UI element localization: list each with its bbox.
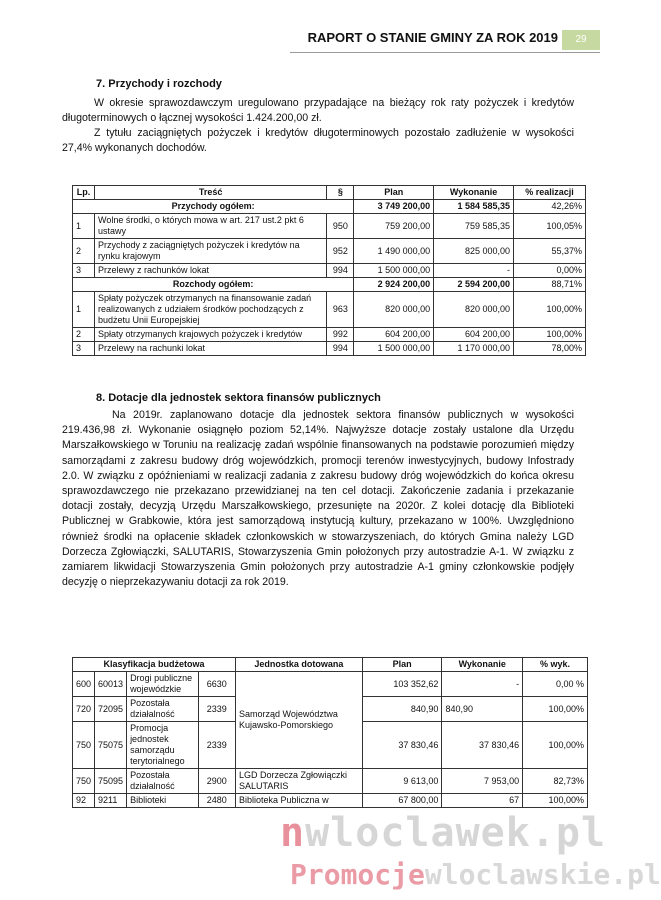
row-pct: 100,00%	[514, 328, 586, 342]
row-par: 963	[327, 292, 354, 328]
row-exec: 604 200,00	[434, 328, 514, 342]
page-header	[300, 30, 636, 52]
table-row	[73, 214, 586, 239]
row-desc: Spłaty pożyczek otrzymanych na finansowanie zadań realizowanych z udziałem środków pochodzących z budżetu Unii Europejskiej	[94, 292, 326, 328]
row-pct: 100,00%	[523, 697, 588, 722]
row-plan: 1 500 000,00	[354, 264, 434, 278]
income-total-pct: 42,26%	[514, 200, 586, 214]
grants-table	[72, 657, 588, 808]
row-pct: 100,00%	[523, 794, 588, 808]
row-par: 994	[327, 342, 354, 356]
expense-total-label: Rozchody ogółem:	[73, 278, 354, 292]
row-exec: 825 000,00	[434, 239, 514, 264]
col-pct: % wyk.	[523, 658, 588, 672]
row-lp: 3	[73, 342, 95, 356]
col-desc: Treść	[94, 186, 326, 200]
row-exec: 820 000,00	[434, 292, 514, 328]
row-division: 92	[73, 794, 95, 808]
row-desc: Spłaty otrzymanych krajowych pożyczek i kredytów	[94, 328, 326, 342]
row-pct: 0,00 %	[523, 672, 588, 697]
row-plan: 1 500 000,00	[354, 342, 434, 356]
row-plan: 37 830,46	[362, 722, 442, 769]
page-number: 29	[562, 30, 600, 50]
row-desc: Przelewy z rachunków lokat	[94, 264, 326, 278]
row-pct: 55,37%	[514, 239, 586, 264]
row-name: Biblioteki	[127, 794, 198, 808]
row-lp: 1	[73, 292, 95, 328]
row-par: 6630	[198, 672, 235, 697]
row-unit: LGD Dorzecza Zgłowiączki SALUTARIS	[236, 769, 363, 794]
watermark-logo-line-2	[290, 858, 661, 891]
col-plan: Plan	[362, 658, 442, 672]
row-par: 992	[327, 328, 354, 342]
col-lp: Lp.	[73, 186, 95, 200]
table-row	[73, 342, 586, 356]
row-plan: 759 200,00	[354, 214, 434, 239]
row-plan: 604 200,00	[354, 328, 434, 342]
row-exec: 7 953,00	[442, 769, 523, 794]
row-par: 2339	[198, 697, 235, 722]
row-chapter: 9211	[95, 794, 127, 808]
row-chapter: 72095	[95, 697, 127, 722]
report-title: RAPORT O STANIE GMINY ZA ROK 2019	[307, 30, 558, 45]
row-plan: 9 613,00	[362, 769, 442, 794]
expense-total-plan: 2 924 200,00	[354, 278, 434, 292]
row-division: 750	[73, 722, 95, 769]
row-par: 2480	[198, 794, 235, 808]
expense-total-pct: 88,71%	[514, 278, 586, 292]
table-row	[73, 292, 586, 328]
row-desc: Przychody z zaciągniętych pożyczek i kredytów na rynku krajowym	[94, 239, 326, 264]
row-plan: 103 352,62	[362, 672, 442, 697]
header-rule	[290, 52, 600, 53]
table-header-row	[73, 186, 586, 200]
watermark-logo-line-1	[280, 810, 606, 856]
section-7-heading: 7. Przychody i rozchody	[96, 78, 222, 90]
income-total-row	[73, 200, 586, 214]
row-exec: 37 830,46	[442, 722, 523, 769]
row-plan: 820 000,00	[354, 292, 434, 328]
row-par: 950	[327, 214, 354, 239]
table-row	[73, 239, 586, 264]
row-pct: 100,00%	[523, 722, 588, 769]
watermark-grey-part: wloclawek.pl	[305, 810, 607, 856]
row-desc: Wolne środki, o których mowa w art. 217 ust.2 pkt 6 ustawy	[94, 214, 326, 239]
col-par: §	[327, 186, 354, 200]
row-chapter: 75095	[95, 769, 127, 794]
col-classification: Klasyfikacja budżetowa	[73, 658, 236, 672]
row-unit: Biblioteka Publiczna w	[236, 794, 363, 808]
section-7-paragraph-2: Z tytułu zaciągniętych pożyczek i kredytów długoterminowych pozostało zadłużenie w wysokości 27,4% wykonanych dochodów.	[62, 127, 574, 154]
table-header-row	[73, 658, 588, 672]
row-exec: 759 585,35	[434, 214, 514, 239]
row-pct: 78,00%	[514, 342, 586, 356]
row-pct: 100,05%	[514, 214, 586, 239]
row-chapter: 75075	[95, 722, 127, 769]
row-name: Drogi publiczne wojewódzkie	[127, 672, 198, 697]
row-plan: 67 800,00	[362, 794, 442, 808]
col-plan: Plan	[354, 186, 434, 200]
row-pct: 82,73%	[523, 769, 588, 794]
row-name: Pozostała działalność	[127, 769, 198, 794]
row-par: 2339	[198, 722, 235, 769]
row-lp: 1	[73, 214, 95, 239]
section-7-paragraph-1: W okresie sprawozdawczym uregulowano przypadające na bieżący rok raty pożyczek i kredytów długoterminowych o łącznej wysokości 1.424.200,00 zł.	[62, 97, 574, 124]
row-name: Pozostała działalność	[127, 697, 198, 722]
income-total-exec: 1 584 585,35	[434, 200, 514, 214]
table-row	[73, 769, 588, 794]
table-row	[73, 328, 586, 342]
expense-total-row	[73, 278, 586, 292]
col-pct: % realizacji	[514, 186, 586, 200]
row-exec: 1 170 000,00	[434, 342, 514, 356]
row-lp: 2	[73, 328, 95, 342]
section-8-heading: 8. Dotacje dla jednostek sektora finansów publicznych	[96, 392, 381, 404]
row-pct: 100,00%	[514, 292, 586, 328]
row-unit: Samorząd Województwa Kujawsko-Pomorskiego	[236, 672, 363, 769]
col-unit: Jednostka dotowana	[236, 658, 363, 672]
row-exec: -	[434, 264, 514, 278]
row-exec: 840,90	[442, 697, 523, 722]
expense-total-exec: 2 594 200,00	[434, 278, 514, 292]
row-par: 952	[327, 239, 354, 264]
table-row	[73, 672, 588, 697]
watermark-red-part: Promocje	[290, 858, 425, 891]
table-row	[73, 794, 588, 808]
row-plan: 840,90	[362, 697, 442, 722]
row-plan: 1 490 000,00	[354, 239, 434, 264]
col-exec: Wykonanie	[434, 186, 514, 200]
watermark-red-part: n	[280, 810, 306, 856]
row-desc: Przelewy na rachunki lokat	[94, 342, 326, 356]
row-name: Promocja jednostek samorządu terytorialnego	[127, 722, 198, 769]
row-division: 720	[73, 697, 95, 722]
col-exec: Wykonanie	[442, 658, 523, 672]
row-chapter: 60013	[95, 672, 127, 697]
row-division: 750	[73, 769, 95, 794]
row-lp: 3	[73, 264, 95, 278]
row-par: 994	[327, 264, 354, 278]
income-total-label: Przychody ogółem:	[73, 200, 354, 214]
watermark-grey-part: wloclawskie.pl	[424, 858, 661, 891]
income-expense-table	[72, 185, 586, 356]
income-total-plan: 3 749 200,00	[354, 200, 434, 214]
row-exec: -	[442, 672, 523, 697]
table-row	[73, 264, 586, 278]
row-par: 2900	[198, 769, 235, 794]
row-pct: 0,00%	[514, 264, 586, 278]
row-lp: 2	[73, 239, 95, 264]
section-8-paragraph: Na 2019r. zaplanowano dotacje dla jednostek sektora finansów publicznych w wysokości 219.436,98 zł. Wykonanie osiągnęło poziom 52,14%. Najwyższe dotacje zostały ustalone dla Urzędu Marszałkowskiego w Toruniu na realizację zadań wspólnie finansowanych na podstawie porozumień między samorządami z zakresu budowy dróg wojewódzkich, promocji terenów inwestycyjnych, budowy Infostrady 2.0. W związku z opóźnieniami w realizacji zadania z zakresu budowy dróg wojewódzkich do końca okresu sprawozdawczego nie przekazano przewidzianej na ten cel dotacji. Zakończenie zadania i przekazanie dotacji zostały, decyzją Urzędu Marszałkowskiego, przesunięte na 2020r. Z kolei dotację dla Biblioteki Publicznej w Grabkowie, która jest samorządową instytucją kultury, przekazano w 100%. Uwzględniono również środki na opłacenie składek członkowskich w stowarzyszeniach, do których Gmina należy LGD Dorzecza Zgłowiączki, SALUTARIS, Stowarzyszenia Gmin położonych przy autostradzie A-1. W związku z zamiarem likwidacji Stowarzyszenia Gmin położonych przy autostradzie A-1 gminy członkowskie podjęły decyzję o nieprzekazywaniu dotacji za rok 2019.	[62, 409, 574, 589]
row-division: 600	[73, 672, 95, 697]
row-exec: 67	[442, 794, 523, 808]
